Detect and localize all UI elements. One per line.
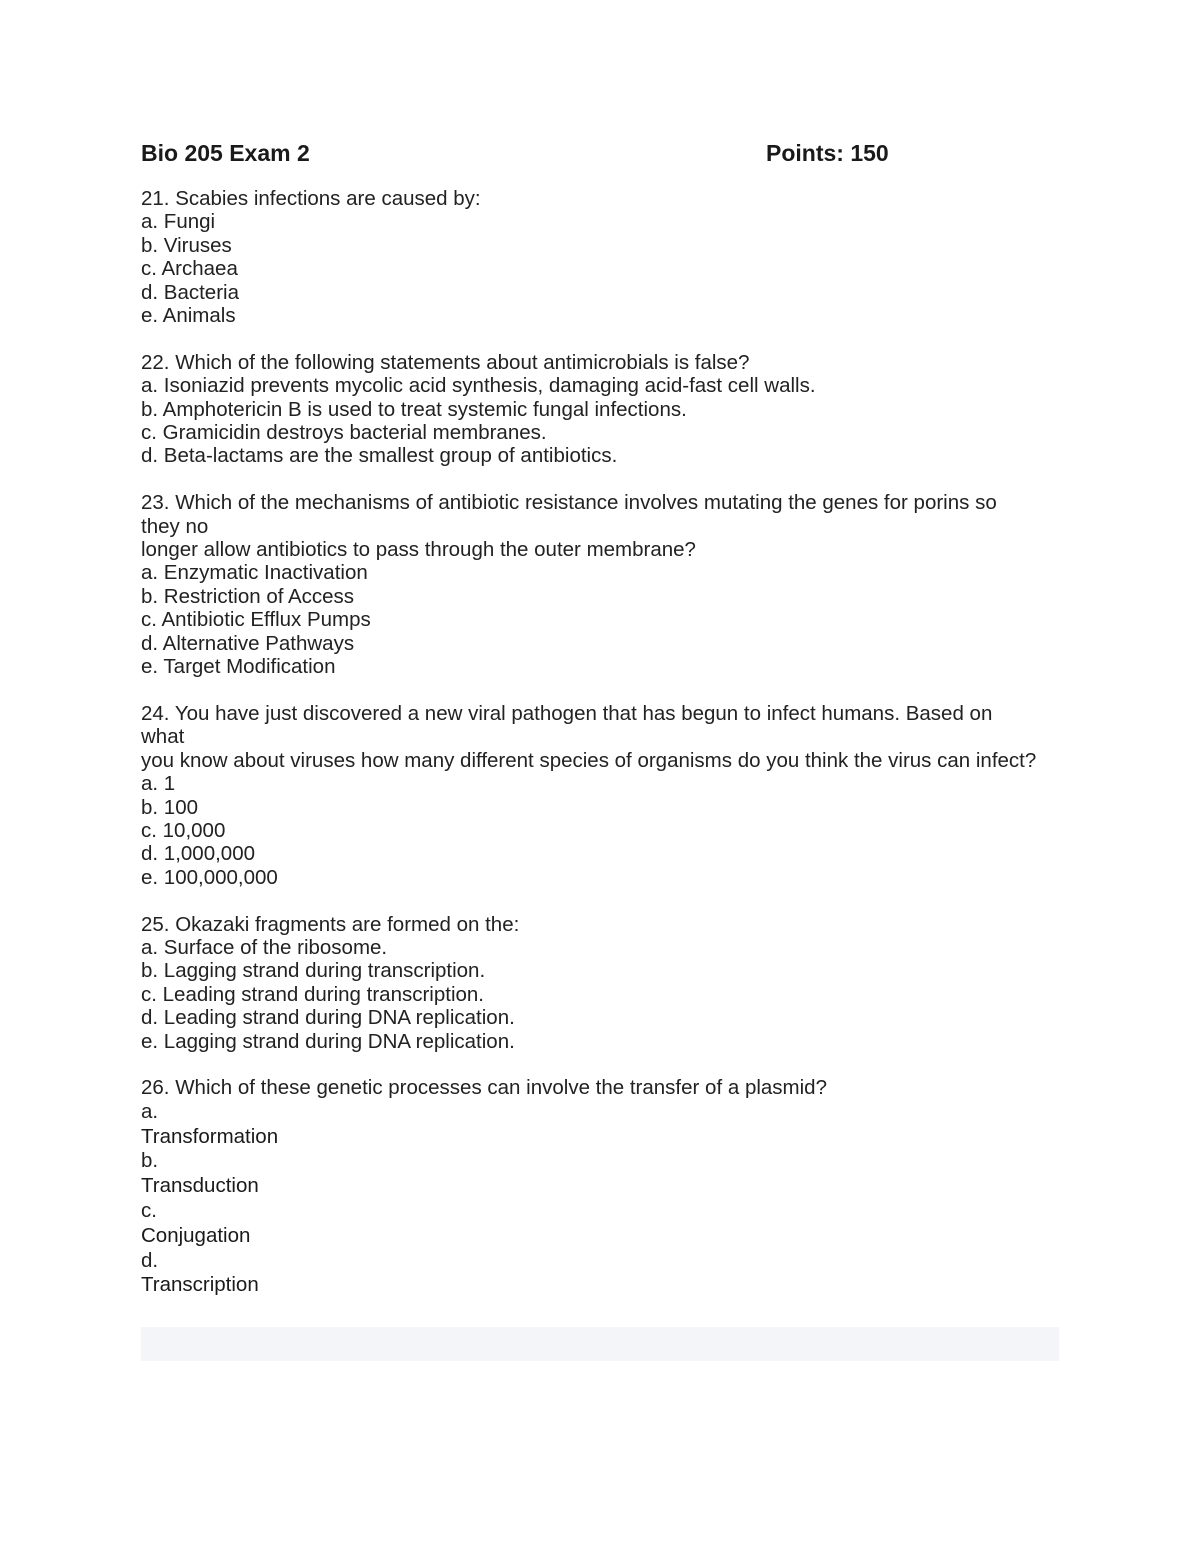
question-23 (141, 491, 1061, 678)
answer-option-letter: d. (141, 1248, 159, 1272)
exam-header (141, 138, 1061, 174)
answer-option: b. Amphotericin B is used to treat systemic fungal infections. (141, 397, 687, 421)
answer-option: c. Antibiotic Efflux Pumps (141, 608, 371, 632)
answer-option-letter: b. (141, 1149, 159, 1173)
question-stem-continued: longer allow antibiotics to pass through the outer membrane? (141, 538, 696, 562)
exam-page (141, 138, 1061, 1322)
question-25 (141, 913, 1061, 1053)
answer-option: c. Leading strand during transcription. (141, 982, 485, 1006)
exam-title: Bio 205 Exam 2 (141, 140, 310, 166)
answer-option-text: Conjugation (141, 1223, 251, 1247)
answer-option: c. Gramicidin destroys bacterial membranes. (141, 421, 547, 445)
question-22 (141, 351, 1061, 468)
answer-option: d. Alternative Pathways (141, 631, 355, 655)
answer-option: a. Isoniazid prevents mycolic acid synthesis, damaging acid-fast cell walls. (141, 374, 816, 398)
question-stem: 22. Which of the following statements about antimicrobials is false? (141, 350, 750, 374)
answer-option-letter: c. (141, 1198, 157, 1222)
answer-option: b. Viruses (141, 233, 232, 257)
question-21 (141, 187, 1061, 327)
answer-option: e. 100,000,000 (141, 865, 278, 889)
question-stem-continued: you know about viruses how many different species of organisms do you think the virus can infect? (141, 748, 1037, 772)
answer-option: d. 1,000,000 (141, 842, 255, 866)
answer-option: d. Beta-lactams are the smallest group of antibiotics. (141, 444, 618, 468)
answer-option: e. Lagging strand during DNA replication. (141, 1029, 515, 1053)
answer-option: b. Restriction of Access (141, 584, 355, 608)
answer-option: b. 100 (141, 795, 198, 819)
answer-option: c. 10,000 (141, 818, 226, 842)
shaded-divider-bar (141, 1327, 1059, 1361)
question-stem: 26. Which of these genetic processes can involve the transfer of a plasmid? (141, 1076, 827, 1100)
answer-option: e. Target Modification (141, 655, 336, 679)
answer-option: d. Leading strand during DNA replication. (141, 1006, 515, 1030)
question-stem: 25. Okazaki fragments are formed on the: (141, 912, 520, 936)
answer-option: a. Fungi (141, 210, 216, 234)
answer-option-text: Transformation (141, 1124, 279, 1148)
answer-option-text: Transcription (141, 1273, 259, 1297)
answer-option: c. Archaea (141, 257, 238, 281)
question-stem: 24. You have just discovered a new viral pathogen that has begun to infect humans. Based on what (141, 701, 993, 749)
answer-option-letter: a. (141, 1099, 159, 1123)
answer-option: a. Enzymatic Inactivation (141, 561, 368, 585)
answer-option-text: Transduction (141, 1174, 259, 1198)
answer-option: a. 1 (141, 772, 176, 796)
question-26 (141, 1076, 1061, 1298)
answer-option: d. Bacteria (141, 280, 239, 304)
question-list (141, 187, 1061, 1298)
exam-points: Points: 150 (766, 140, 889, 166)
answer-option: b. Lagging strand during transcription. (141, 959, 486, 983)
answer-option: e. Animals (141, 304, 236, 328)
question-stem: 21. Scabies infections are caused by: (141, 187, 481, 210)
question-24 (141, 702, 1061, 889)
answer-option: a. Surface of the ribosome. (141, 935, 388, 959)
question-stem: 23. Which of the mechanisms of antibiotic resistance involves mutating the genes for porins so they no (141, 491, 997, 538)
